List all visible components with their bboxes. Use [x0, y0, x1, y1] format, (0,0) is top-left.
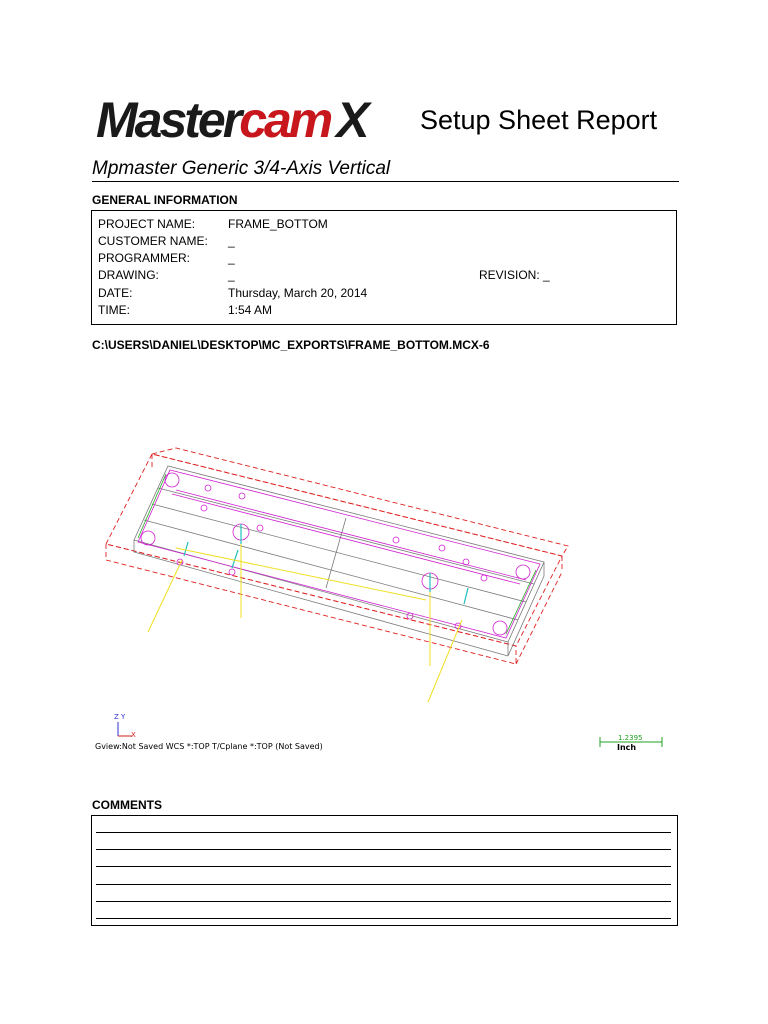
leader-lines — [148, 544, 462, 702]
revision-field: REVISION: _ — [479, 268, 550, 282]
comment-line — [96, 901, 671, 902]
toolpath-contours — [138, 470, 540, 638]
mastercam-x-logo: Mastercam X — [96, 92, 367, 148]
axis-label-x: X — [131, 731, 136, 739]
comment-line — [96, 918, 671, 919]
file-path: C:\USERS\DANIEL\DESKTOP\MC_EXPORTS\FRAME_BOTTOM.MCX-6 — [92, 338, 490, 352]
viewport-status: Gview:Not Saved WCS *:TOP T/Cplane *:TOP (Not Saved) — [95, 742, 323, 751]
part-body — [134, 466, 544, 656]
comments-heading: COMMENTS — [92, 798, 162, 812]
stock-outline — [106, 448, 568, 664]
part-preview-image — [96, 420, 676, 760]
comment-line — [96, 884, 671, 885]
comment-line — [96, 832, 671, 833]
general-information-box: PROJECT NAME: FRAME_BOTTOM CUSTOMER NAME: _ PROGRAMMER: _ DRAWING: _ REVISION: _ DATE: Thursday, March 20, 2014 TIME: 1:54 AM — [91, 210, 677, 325]
comments-box — [91, 815, 678, 926]
report-title: Setup Sheet Report — [420, 105, 658, 135]
title-underline — [92, 181, 679, 182]
scale-indicator: 1.2395 Inch — [598, 732, 664, 756]
comment-line — [96, 849, 671, 850]
comment-line — [96, 866, 671, 867]
axis-label-z: Z Y — [114, 713, 126, 721]
general-information-heading: GENERAL INFORMATION — [92, 193, 238, 207]
machine-title: Mpmaster Generic 3/4-Axis Vertical — [92, 158, 391, 179]
